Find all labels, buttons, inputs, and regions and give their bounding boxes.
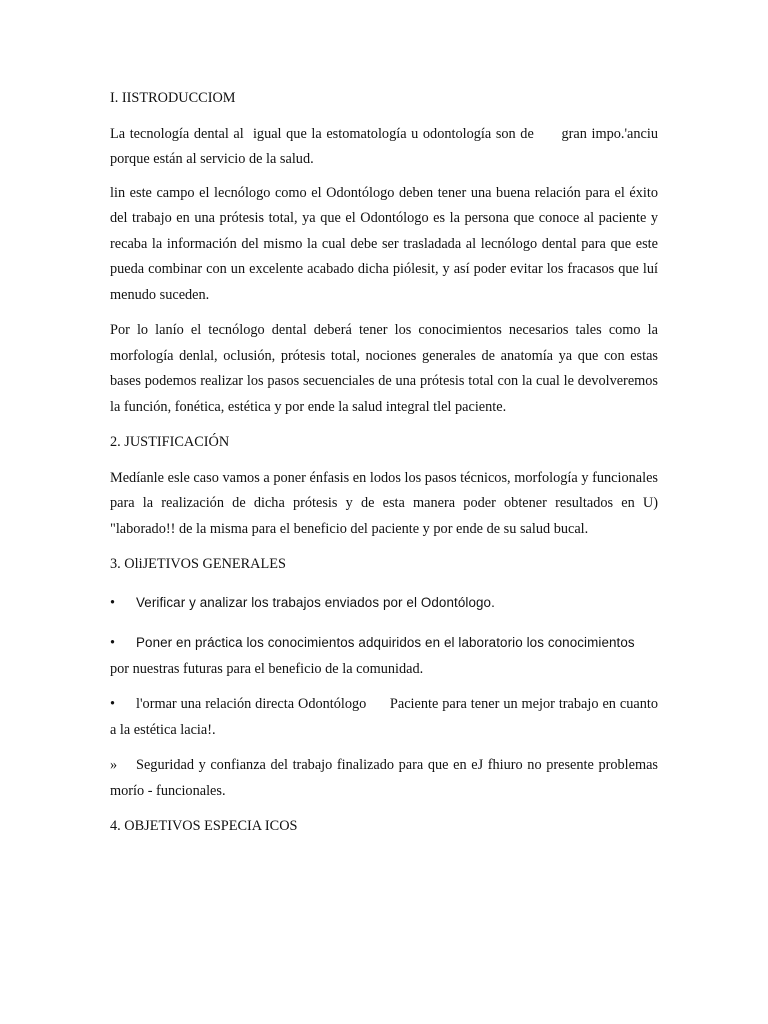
objective-item (110, 692, 662, 743)
objective-text: l'ormar una relación directa Odontólogo Paciente para tener un mejor trabajo en cuanto a la estética lacia!. (110, 696, 662, 738)
objective-text: Seguridad y confianza del trabajo finalizado para que en eJ fhiuro no presente problemas morío - funcionales. (110, 757, 658, 799)
objective-text: Verificar y analizar los trabajos enviados por el Odontólogo. (136, 594, 495, 610)
justification-paragraph: Medíanle esle caso vamos a poner énfasis en lodos los pasos técnicos, morfología y funcionales para la realización de dicha prótesis y de esta manera poder obtener resultados en U) "laborado!! de la misma para el beneficio del paciente y por ende de su salud bucal. (110, 469, 658, 537)
general-objectives-heading: 3. OliJETIVOS GENERALES (110, 556, 286, 572)
objective-text-continuation: por nuestras futuras para el beneficio de la comunidad. (110, 660, 424, 677)
justification-heading: 2. JUSTIFICACIÓN (110, 434, 230, 450)
intro-heading: I. IISTRODUCCIOM (110, 90, 236, 106)
bullet-marker: • (110, 594, 116, 611)
objective-item (110, 590, 658, 617)
specific-objectives-heading: 4. OBJETIVOS ESPECIA ICOS (110, 818, 298, 834)
objective-item (110, 753, 658, 804)
bullet-marker: • (110, 635, 116, 651)
intro-paragraph: Por lo lanío el tecnólogo dental deberá tener los conocimientos necesarios tales como la morfología denlal, oclusión, prótesis total, nociones generales de anatomía ya que con estas bases podemos realizar los pasos secuenciales de una prótesis total con la cual le devolveremos la función, fonética, estética y por ende la salud integral tlel paciente. (110, 322, 658, 415)
bullet-marker: » (110, 757, 118, 773)
bullet-marker: • (110, 696, 116, 712)
intro-paragraph: lin este campo el lecnólogo como el Odontólogo deben tener una buena relación para el éxito del trabajo en una prótesis total, ya que el Odontólogo es la persona que conoce al paciente y recaba la información del mismo la cual debe ser trasladada al lecnólogo dental para que este pueda combinar con un excelente acabado dicha piólesit, y así poder evitar los fracasos que luí menudo suceden. (110, 184, 658, 303)
intro-paragraph: La tecnología dental al igual que la estomatología u odontología son de gran impo.'anciu porque están al servicio de la salud. (110, 125, 662, 167)
objective-item (110, 630, 658, 682)
objective-text: Poner en práctica los conocimientos adquiridos en el laboratorio los conocimientos (136, 635, 635, 650)
